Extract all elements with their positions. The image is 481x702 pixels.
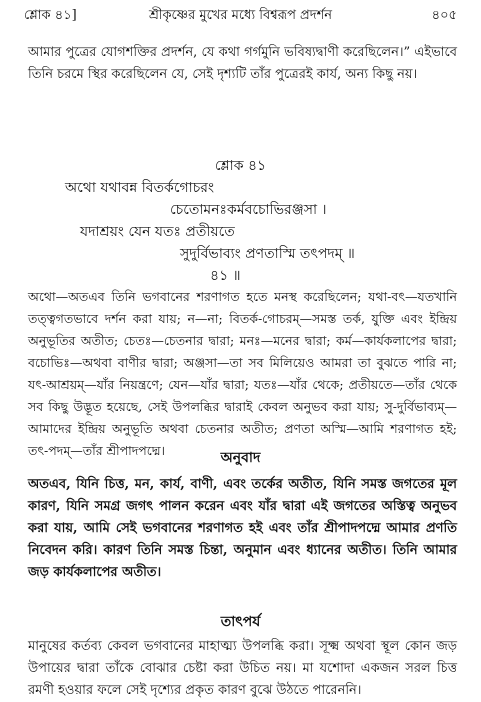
translation-title: অনুবাদ [220,450,261,466]
page-number: ৪০৫ [431,8,457,23]
header-verse-ref: শ্লোক ৪১] [24,8,77,23]
verse-line-2: চেতোমনঃকর্মবচোভিরঞ্জসা । [170,202,327,218]
translation-paragraph: অতএব, যিনি চিত্ত, মন, কার্য, বাণী, এবং তর্কের অতীত, যিনি সমস্ত জগতের মূল কারণ, যিনি সমগ্র জগৎ পালন করেন এবং যাঁর দ্বারা এই জগতের অস্তিত্ব অনুভব করা যায়, আমি সেই ভগবানের শরণাগত হই এবং তাঁর শ্রীপাদপদ্মে আমার প্রণতি নিবেদন করি। কারণ তিনি সমস্ত চিন্তা, অনুমান এবং ধ্যানের অতীত। তিনি আমার জড় কার্যকলাপের অতীত। [28,477,457,580]
verse-line-1: অথো যথাবন্ন বিতর্কগোচরং [65,180,214,196]
synonyms-paragraph: অথো—অতএব তিনি ভগবানের শরণাগত হতে মনস্থ করেছিলেন; যথা-বৎ—যতখানি তত্ত্বগতভাবে দর্শন করা যায়; ন—না; বিতর্ক-গোচরম্—সমস্ত তর্ক, যুক্তি এবং ইন্দ্রিয় অনুভূতির অতীত; চেতঃ—চেতনার দ্বারা; মনঃ—মনের দ্বারা; কর্ম—কার্যকলাপের দ্বারা; বচোভিঃ—অথবা বাণীর দ্বারা; অঞ্জসা—তা সব মিলিয়েও আমরা তা বুঝতে পারি না; যৎ-আশ্রয়ম্—যাঁর নিয়ন্ত্রণে; যেন—যাঁর দ্বারা; যতঃ—যাঁর থেকে; প্রতীয়তে—তাঁর থেকে সব কিছু উদ্ভূত হয়েছে, সেই উপলব্ধির দ্বারাই কেবল অনুভব করা যায়; সু-দুর্বিভাব্যম্—আমাদের ইন্দ্রিয় অনুভূতি অথবা চেতনার অতীত; প্রণতা অস্মি—আমি শরণাগত হই; তৎ-পদম্—তাঁর শ্রীপাদপদ্মে। [28,289,457,458]
intro-paragraph: আমার পুত্রের যোগশক্তির প্রদর্শন, যে কথা গর্গমুনি ভবিষ্যদ্বাণী করেছিলেন।” এইভাবে তিনি চরমে স্থির করেছিলেন যে, সেই দৃশ্যটি তাঁর পুত্রেরই কার্য, অন্য কিছু নয়। [28,45,457,82]
verse-title: শ্লোক ৪১ [214,158,267,174]
purport-paragraph: মানুষের কর্তব্য কেবল ভগবানের মাহাত্ম্য উপলব্ধি করা। সূক্ষ্ম অথবা স্থূল কোন জড় উপায়ের দ্বারা তাঁকে বোঝার চেষ্টা করা উচিত নয়। মা যশোদা একজন সরল চিত্ত রমণী হওয়ার ফলে সেই দৃশ্যের প্রকৃত কারণ বুঝে উঠতে পারেননি। [28,639,457,698]
page-header [24,6,457,26]
verse-line-3: যদাশ্রয়ং যেন যতঃ প্রতীয়তে [80,224,235,240]
verse-line-4: সুদুর্বিভাব্যং প্রণতাস্মি তৎপদম্ ॥ [180,246,355,262]
purport-title: তাৎপর্য [220,614,261,630]
verse-number: ৪১ ॥ [210,268,241,284]
header-chapter-title: শ্রীকৃষ্ণের মুখের মধ্যে বিশ্বরূপ প্রদর্শন [148,8,333,23]
